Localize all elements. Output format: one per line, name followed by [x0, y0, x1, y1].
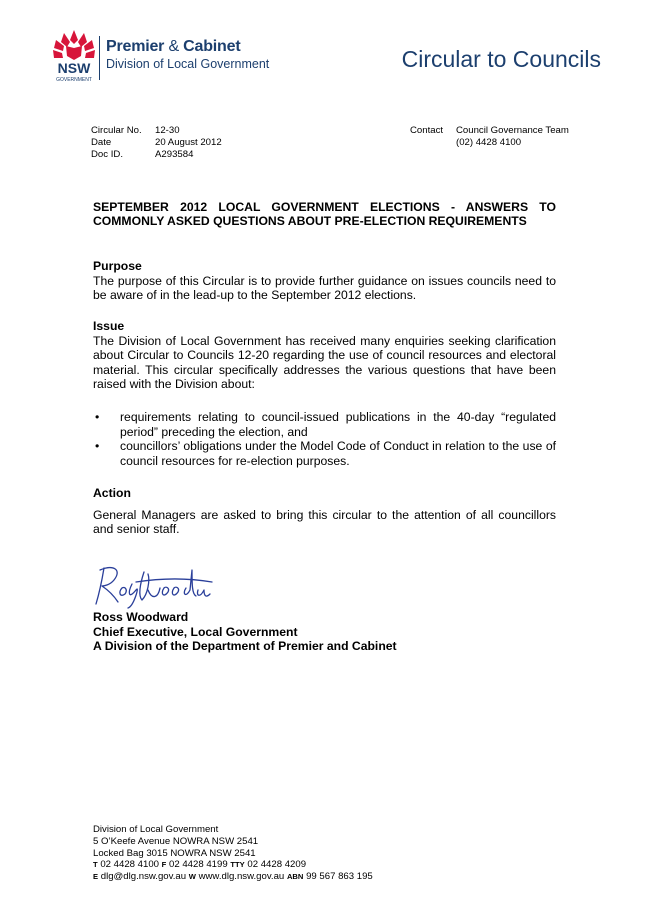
signatory-name: Ross Woodward — [93, 610, 189, 624]
signatory-org: A Division of the Department of Premier and Cabinet — [93, 639, 397, 654]
purpose-section — [93, 259, 556, 303]
list-item: • requirements relating to council-issued publications in the 40-day “regulated period” preceding the election, and — [95, 410, 556, 439]
document-title: Circular to Councils — [401, 46, 601, 72]
meta-doc-id: Doc ID. A293584 — [91, 149, 194, 160]
action-heading: Action — [93, 486, 131, 500]
circular-meta — [91, 125, 222, 161]
logo-division: Division of Local Government — [106, 57, 270, 71]
footer-line-phones: T 02 4428 4100 F 02 4428 4199 TTY 02 4428 4209 — [93, 859, 307, 871]
bullet-icon: • — [95, 410, 100, 424]
footer-line-web: E dlg@dlg.nsw.gov.au W www.dlg.nsw.gov.au ABN 99 567 863 195 — [93, 871, 373, 883]
logo-nsw-text: NSW — [57, 60, 91, 76]
purpose-body: The purpose of this Circular is to provide further guidance on issues councils need to be aware of in the lead-up to the September 2012 elections. — [93, 273, 556, 303]
nsw-government-logo — [48, 28, 288, 88]
meta-contact: Contact Council Governance Team — [410, 125, 569, 136]
issue-heading: Issue — [93, 319, 125, 333]
meta-phone: (02) 4428 4100 — [456, 137, 522, 148]
footer-line-postal: Locked Bag 3015 NOWRA NSW 2541 — [93, 847, 256, 859]
footer-address — [93, 824, 373, 883]
footer-line-street: 5 O’Keefe Avenue NOWRA NSW 2541 — [93, 835, 259, 847]
issue-bullet-list — [93, 410, 556, 468]
bullet-icon: • — [95, 439, 100, 454]
footer-email: dlg@dlg.nsw.gov.au — [100, 871, 187, 883]
issue-body: The Division of Local Government has received many enquiries seeking clarification about Circular to Councils 12-20 regarding the use of council resources and electoral material. This circular specifically addresses the various questions that have been raised with the Division about: — [93, 333, 556, 392]
meta-circular-no: Circular No. 12-30 — [91, 125, 180, 136]
logo-text — [106, 38, 269, 71]
logo-divider — [99, 36, 100, 80]
list-item: • councillors’ obligations under the Model Code of Conduct in relation to the use of council resources for re-election purposes. — [95, 439, 556, 468]
issue-section — [93, 319, 556, 392]
logo-government-text: GOVERNMENT — [56, 77, 92, 83]
signatory-role: Chief Executive, Local Government — [93, 624, 298, 639]
action-body: General Managers are asked to bring this circular to the attention of all councillors and senior staff. — [93, 507, 556, 537]
action-section — [93, 486, 556, 537]
footer-line-division: Division of Local Government — [93, 824, 219, 835]
purpose-heading: Purpose — [93, 259, 142, 273]
circular-headline: SEPTEMBER 2012 LOCAL GOVERNMENT ELECTIONS - ANSWERS TO COMMONLY ASKED QUESTIONS ABOUT PRE-ELECTION REQUIREMENTS — [93, 200, 556, 229]
waratah-icon — [48, 28, 100, 88]
meta-date: Date 20 August 2012 — [91, 137, 222, 148]
footer-website: www.dlg.nsw.gov.au — [198, 871, 285, 883]
logo-premier-cabinet: Premier & Cabinet — [106, 38, 241, 55]
contact-meta — [410, 125, 569, 149]
handwritten-signature — [92, 560, 217, 612]
signoff-block — [93, 610, 397, 654]
